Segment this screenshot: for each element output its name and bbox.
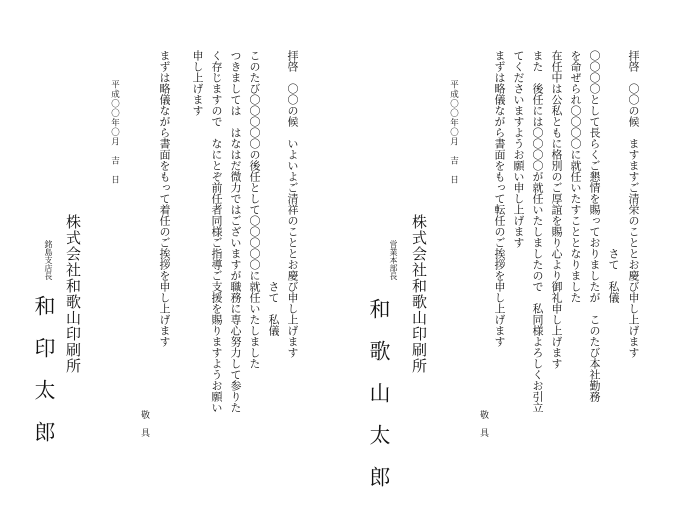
right-letter-company: 株式会社和歌山印刷所 <box>410 214 428 374</box>
left-letter-line-4: つきましては はなはだ微力ではございますが職務に専心努力して参りた <box>229 50 242 413</box>
right-letter-title: 営業本部長 <box>389 240 398 280</box>
right-letter-line-4: を命ぜられ〇〇〇〇に就任いたすこととなりました <box>569 50 582 303</box>
left-letter-line-3: このたび〇〇〇〇〇の後任として〇〇〇〇〇に就任いたしました <box>248 50 261 369</box>
right-letter-line-2: さて 私儀 <box>607 50 620 303</box>
right-letter-line-6: また 後任には〇〇〇〇が就任いたしましたので 私同様よろしくお引立 <box>531 50 544 413</box>
left-letter-line-7: まずは略儀ながら書面をもって着任のご挨拶を申し上げます <box>158 50 171 347</box>
left-letter-line-2: さて 私儀 <box>267 50 280 336</box>
left-letter-company: 株式会社和歌山印刷所 <box>64 214 82 374</box>
left-letter-name: 和 印 太 郎 <box>32 295 56 442</box>
right-letter-line-8: まずは略儀ながら書面をもって転任のご挨拶を申し上げます <box>493 50 506 347</box>
left-letter-title: 銘島支店長 <box>44 240 53 280</box>
left-letter-line-1: 拝啓 〇〇の候 いよいよご清祥のこととお慶び申し上げます <box>286 50 299 358</box>
right-letter-line-5: 在任中は公私ともに格別のご厚誼を賜り心より御礼申し上げます <box>550 50 563 369</box>
right-letter-line-1: 拝啓 〇〇の候 ますますご清栄のこととお慶び申し上げます <box>627 50 640 358</box>
left-letter-closing: 敬 具 <box>139 410 149 437</box>
right-letter-closing: 敬 具 <box>478 410 488 437</box>
right-letter-name: 和 歌 山 太 郎 <box>367 298 391 487</box>
left-letter-line-6: 申し上げます <box>191 50 204 116</box>
left-letter-line-5: く存じますので なにとぞ前任者同様ご指導ご支援を賜りますようお願い <box>210 50 223 413</box>
right-letter-line-3: 〇〇〇〇として長らくご懇情を賜っておりましたが このたび本社勤務 <box>588 50 601 402</box>
right-letter-line-7: てくださいますようお願い申し上げます <box>512 50 525 248</box>
left-letter-date: 平成〇〇年〇月 吉 日 <box>109 80 120 185</box>
right-letter-date: 平成〇〇年〇月 吉 日 <box>448 80 459 185</box>
